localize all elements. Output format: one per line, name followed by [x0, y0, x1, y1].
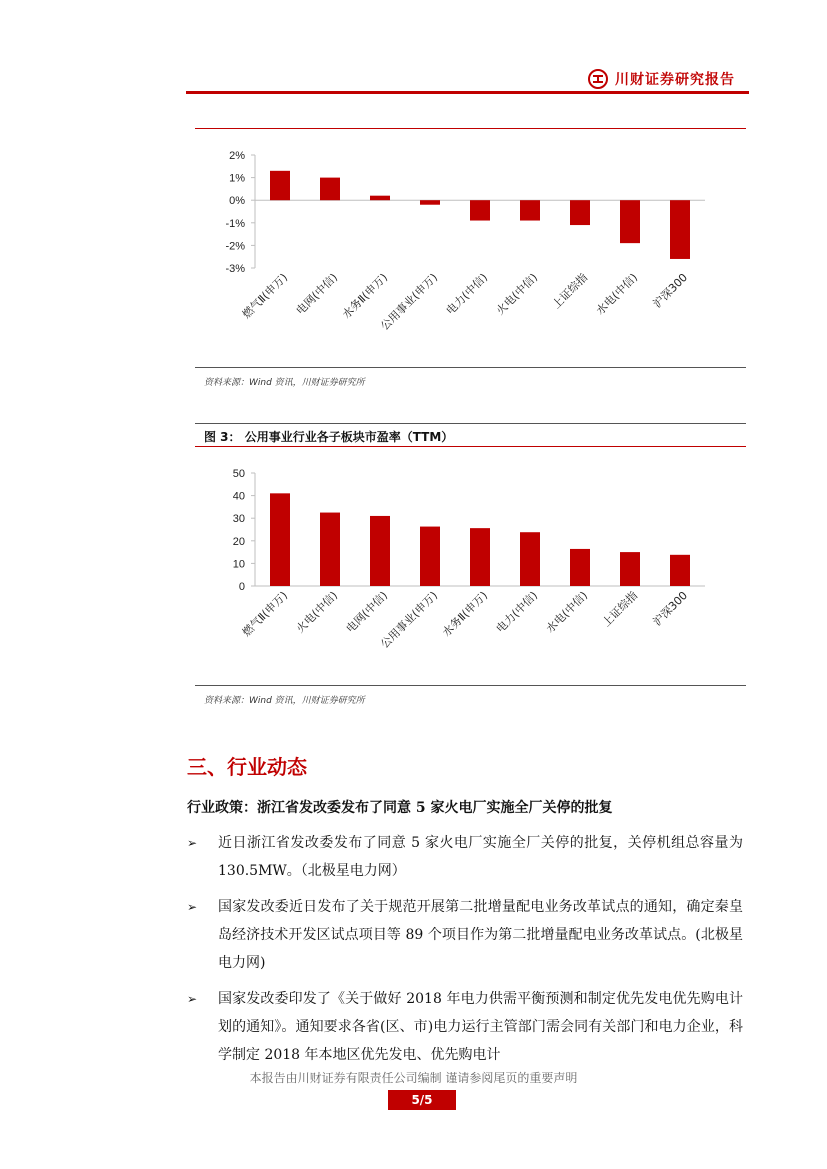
- chart1-top-rule: [195, 128, 746, 129]
- chart1-bar: [520, 200, 540, 220]
- chart1-bar: [270, 171, 290, 200]
- chart2-category-label: 电网(中信): [343, 588, 391, 636]
- chart2-y-tick-label: 50: [232, 468, 245, 480]
- chart1-bar: [570, 200, 590, 225]
- chart2-category-label: 上证综指: [599, 588, 641, 630]
- arrow-bullet-icon: ➢: [187, 992, 198, 1006]
- page-number: 5/5: [388, 1090, 456, 1110]
- chart1-bar: [670, 200, 690, 259]
- chart2-bottom-rule: [195, 685, 746, 686]
- figure3-title: 图 3： 公用事业行业各子板块市盈率（TTM）: [204, 430, 454, 444]
- chart1-figure: [195, 140, 746, 365]
- chart1-y-tick-label: 2%: [229, 150, 245, 162]
- arrow-bullet-icon: ➢: [187, 900, 198, 914]
- chart2-bar: [320, 513, 340, 586]
- chart1-bottom-rule: [195, 367, 746, 368]
- list-item-text: 近日浙江省发改委发布了同意 5 家火电厂实施全厂关停的批复，关停机组总容量为 130.5MW。（北极星电力网）: [218, 835, 743, 879]
- chart1-category-label: 火电(中信): [493, 270, 541, 318]
- chart2-category-label: 水电(中信): [543, 588, 591, 636]
- chart1-y-tick-label: 0%: [229, 195, 245, 208]
- chart1-category-label: 公用事业(申万): [378, 270, 441, 333]
- chart2-category-label: 燃气Ⅱ(申万): [239, 588, 291, 640]
- chart2-bar: [420, 527, 440, 586]
- chart2-y-tick-label: 20: [232, 535, 245, 548]
- chart2-category-label: 公用事业(申万): [378, 588, 441, 651]
- chart1-bar: [320, 178, 340, 201]
- chart1-y-tick-label: 1%: [229, 172, 245, 185]
- chart2-y-tick-label: 0: [238, 581, 245, 593]
- chart2-bar: [670, 555, 690, 586]
- policy-list: [187, 829, 743, 1077]
- chart2-source: 资料来源：Wind 资讯，川财证券研究所: [204, 696, 365, 706]
- chart1-category-label: 电网(中信): [293, 270, 341, 318]
- chart2-bar: [520, 532, 540, 586]
- section-title: 三、行业动态: [187, 755, 307, 779]
- chart2-bar: [470, 528, 490, 586]
- chart1-bar: [620, 200, 640, 243]
- chart1-category-label: 水务Ⅱ(申万): [339, 270, 391, 322]
- header-rule: [186, 91, 749, 94]
- figure3-title-rule: [195, 446, 746, 447]
- list-item: [187, 985, 743, 1069]
- chart2-category-label: 沪深300: [650, 588, 691, 629]
- chart1-source: 资料来源：Wind 资讯，川财证券研究所: [204, 378, 365, 388]
- chart1-category-label: 电力(中信): [443, 270, 491, 318]
- brand-logo-icon: [588, 69, 608, 89]
- chart1-category-label: 上证综指: [549, 270, 591, 312]
- chart1-category-label: 燃气Ⅱ(申万): [239, 270, 291, 322]
- figure3-top-rule: [195, 423, 746, 424]
- chart2-figure: [195, 458, 746, 683]
- chart2-bar: [270, 493, 290, 586]
- chart1-bar: [420, 200, 440, 205]
- chart1-category-label: 沪深300: [650, 270, 691, 311]
- list-item: [187, 829, 743, 885]
- chart2-y-tick-label: 30: [232, 513, 245, 526]
- chart2-y-tick-label: 40: [232, 490, 245, 503]
- chart2-bar: [570, 549, 590, 586]
- chart1-bar: [470, 200, 490, 220]
- chart2-category-label: 火电(中信): [293, 588, 341, 636]
- list-item-text: 国家发改委印发了《关于做好 2018 年电力供需平衡预测和制定优先发电优先购电计划的通知》。通知要求各省(区、市)电力运行主管部门需会同有关部门和电力企业，科学制定 2018 年本地区优先发电、优先购电计: [218, 991, 743, 1063]
- chart2-y-tick-label: 10: [232, 558, 245, 571]
- header-brand: [588, 69, 735, 89]
- chart1-category-label: 水电(中信): [593, 270, 641, 318]
- chart2-category-label: 水务Ⅱ(申万): [439, 588, 491, 640]
- chart1-y-tick-label: -3%: [225, 263, 245, 275]
- policy-heading: 行业政策：浙江省发改委发布了同意 5 家火电厂实施全厂关停的批复: [187, 800, 613, 816]
- brand-name: 川财证券研究报告: [615, 72, 735, 88]
- chart2-bar: [370, 516, 390, 586]
- chart2-bar: [620, 552, 640, 586]
- chart1-y-tick-label: -2%: [225, 240, 245, 253]
- footer-disclaimer: 本报告由川财证券有限责任公司编制 谨请参阅尾页的重要声明: [249, 1071, 578, 1085]
- chart1-y-tick-label: -1%: [225, 217, 245, 230]
- arrow-bullet-icon: ➢: [187, 836, 198, 850]
- chart1-bar: [370, 196, 390, 201]
- list-item-text: 国家发改委近日发布了关于规范开展第二批增量配电业务改革试点的通知，确定秦皇岛经济技术开发区试点项目等 89 个项目作为第二批增量配电业务改革试点。(北极星电力网): [218, 899, 743, 971]
- list-item: [187, 893, 743, 977]
- chart2-category-label: 电力(中信): [493, 588, 541, 636]
